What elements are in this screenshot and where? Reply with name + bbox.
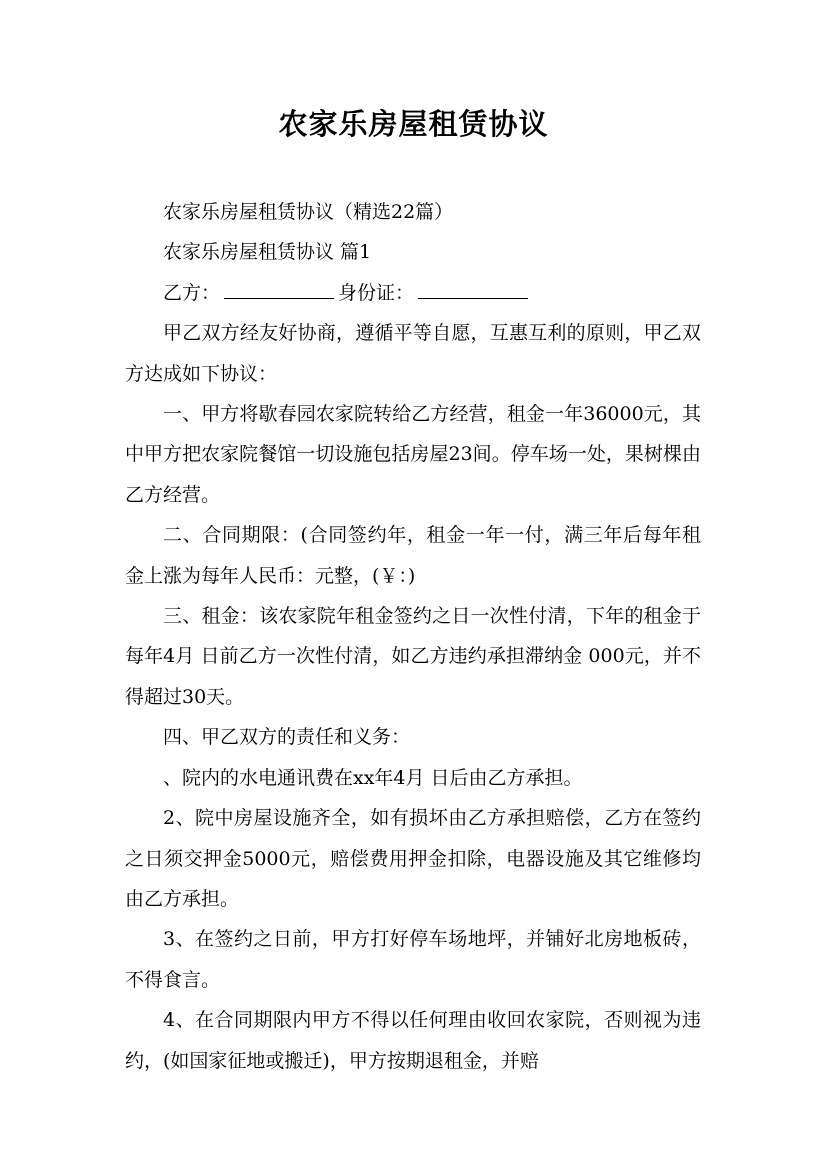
paragraph-preamble: 甲乙双方经友好协商，遵循平等自愿，互惠互利的原则，甲乙双方达成如下协议： — [125, 322, 701, 385]
paragraph-party-b — [125, 273, 701, 313]
party-b-name-blank — [224, 280, 334, 299]
id-card-blank — [418, 280, 528, 299]
party-b-label: 乙方： — [163, 281, 221, 304]
id-card-label: 身份证： — [338, 281, 415, 304]
paragraph-clause-3: 三、租金：该农家院年租金签约之日一次性付清，下年的租金于每年4月 日前乙方一次性付清，如乙方违约承担滞纳金 000元，并不得超过30天。 — [125, 605, 701, 708]
paragraph-clause-2: 二、合同期限：(合同签约年，租金一年一付，满三年后每年租金上涨为每年人民币：元整，(￥：) — [125, 524, 701, 587]
paragraph-clause-1: 一、甲方将歇春园农家院转给乙方经营，租金一年36000元，其中甲方把农家院餐馆一切设施包括房屋23间。停车场一处，果树棵由乙方经营。 — [125, 403, 701, 506]
paragraph-clause-4: 四、甲乙双方的责任和义务： — [163, 726, 411, 749]
paragraph-subtitle: 农家乐房屋租赁协议（精选22篇） — [163, 201, 454, 223]
paragraph-item-3: 3、在签约之日前，甲方打好停车场地坪，并铺好北房地板砖，不得食言。 — [125, 928, 701, 991]
paragraph-item-2: 2、院中房屋设施齐全，如有损坏由乙方承担赔偿，乙方在签约之日须交押金5000元，赔偿费用押金扣除，电器设施及其它维修均由乙方承担。 — [125, 807, 701, 910]
paragraph-item-4: 4、在合同期限内甲方不得以任何理由收回农家院，否则视为违约，(如国家征地或搬迁)，甲方按期退租金，并赔 — [125, 1009, 701, 1072]
document-body — [125, 192, 701, 1081]
paragraph-item-1: 、院内的水电通讯费在xx年4月 日后由乙方承担。 — [163, 766, 583, 789]
paragraph-section-heading: 农家乐房屋租赁协议 篇1 — [163, 241, 372, 264]
document-title: 农家乐房屋租赁协议 — [278, 107, 549, 141]
